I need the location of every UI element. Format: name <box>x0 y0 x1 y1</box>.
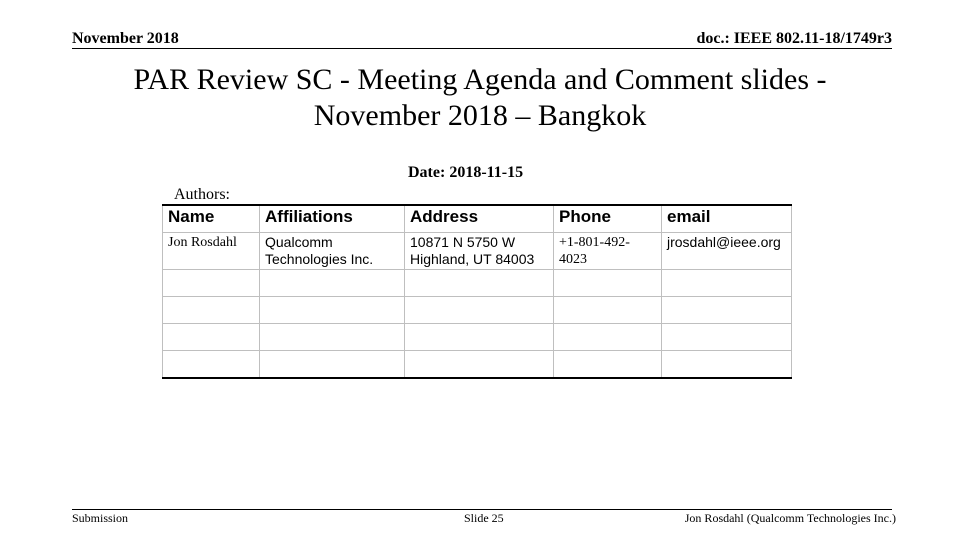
authors-label: Authors: <box>174 186 230 203</box>
table-row <box>163 324 792 351</box>
empty-cell <box>260 351 405 379</box>
table-header-row <box>163 205 792 233</box>
empty-cell <box>405 270 554 297</box>
header-doc-id: doc.: IEEE 802.11-18/1749r3 <box>696 30 892 47</box>
empty-cell <box>260 324 405 351</box>
table-row <box>163 233 792 270</box>
empty-cell <box>662 351 792 379</box>
empty-cell <box>163 297 260 324</box>
column-header-address: Address <box>405 205 554 233</box>
author-address-line2: Highland, UT 84003 <box>410 251 535 267</box>
slide-title-line1: PAR Review SC - Meeting Agenda and Comment slides - <box>133 63 827 96</box>
footer-slide-number: Slide 25 <box>464 511 504 525</box>
empty-cell <box>554 297 662 324</box>
author-affiliation-line1: Qualcomm <box>265 234 333 250</box>
header-divider <box>72 48 892 49</box>
empty-cell <box>554 351 662 379</box>
author-name: Jon Rosdahl <box>163 233 260 270</box>
slide-title-line2: November 2018 – Bangkok <box>313 99 647 132</box>
table-row <box>163 297 792 324</box>
author-address <box>405 233 554 270</box>
footer-divider <box>72 509 892 510</box>
author-email: jrosdahl@ieee.org <box>662 233 792 270</box>
date-line: Date: 2018-11-15 <box>408 164 524 181</box>
authors-table <box>162 204 792 379</box>
empty-cell <box>554 270 662 297</box>
column-header-name: Name <box>163 205 260 233</box>
empty-cell <box>163 324 260 351</box>
column-header-affiliations: Affiliations <box>260 205 405 233</box>
empty-cell <box>405 297 554 324</box>
empty-cell <box>260 297 405 324</box>
footer-submission: Submission <box>72 511 129 525</box>
empty-cell <box>163 270 260 297</box>
table-row <box>163 270 792 297</box>
empty-cell <box>260 270 405 297</box>
slide-title <box>40 62 920 134</box>
empty-cell <box>662 324 792 351</box>
empty-cell <box>163 351 260 379</box>
table-row <box>163 351 792 379</box>
empty-cell <box>405 324 554 351</box>
author-address-line1: 10871 N 5750 W <box>410 234 516 250</box>
empty-cell <box>554 324 662 351</box>
empty-cell <box>662 270 792 297</box>
author-phone: +1-801-492-4023 <box>554 233 662 270</box>
footer-author: Jon Rosdahl (Qualcomm Technologies Inc.) <box>684 511 896 525</box>
column-header-email: email <box>662 205 792 233</box>
empty-cell <box>662 297 792 324</box>
header-date: November 2018 <box>72 30 179 47</box>
author-affiliation <box>260 233 405 270</box>
column-header-phone: Phone <box>554 205 662 233</box>
empty-cell <box>405 351 554 379</box>
author-affiliation-line2: Technologies Inc. <box>265 251 374 267</box>
